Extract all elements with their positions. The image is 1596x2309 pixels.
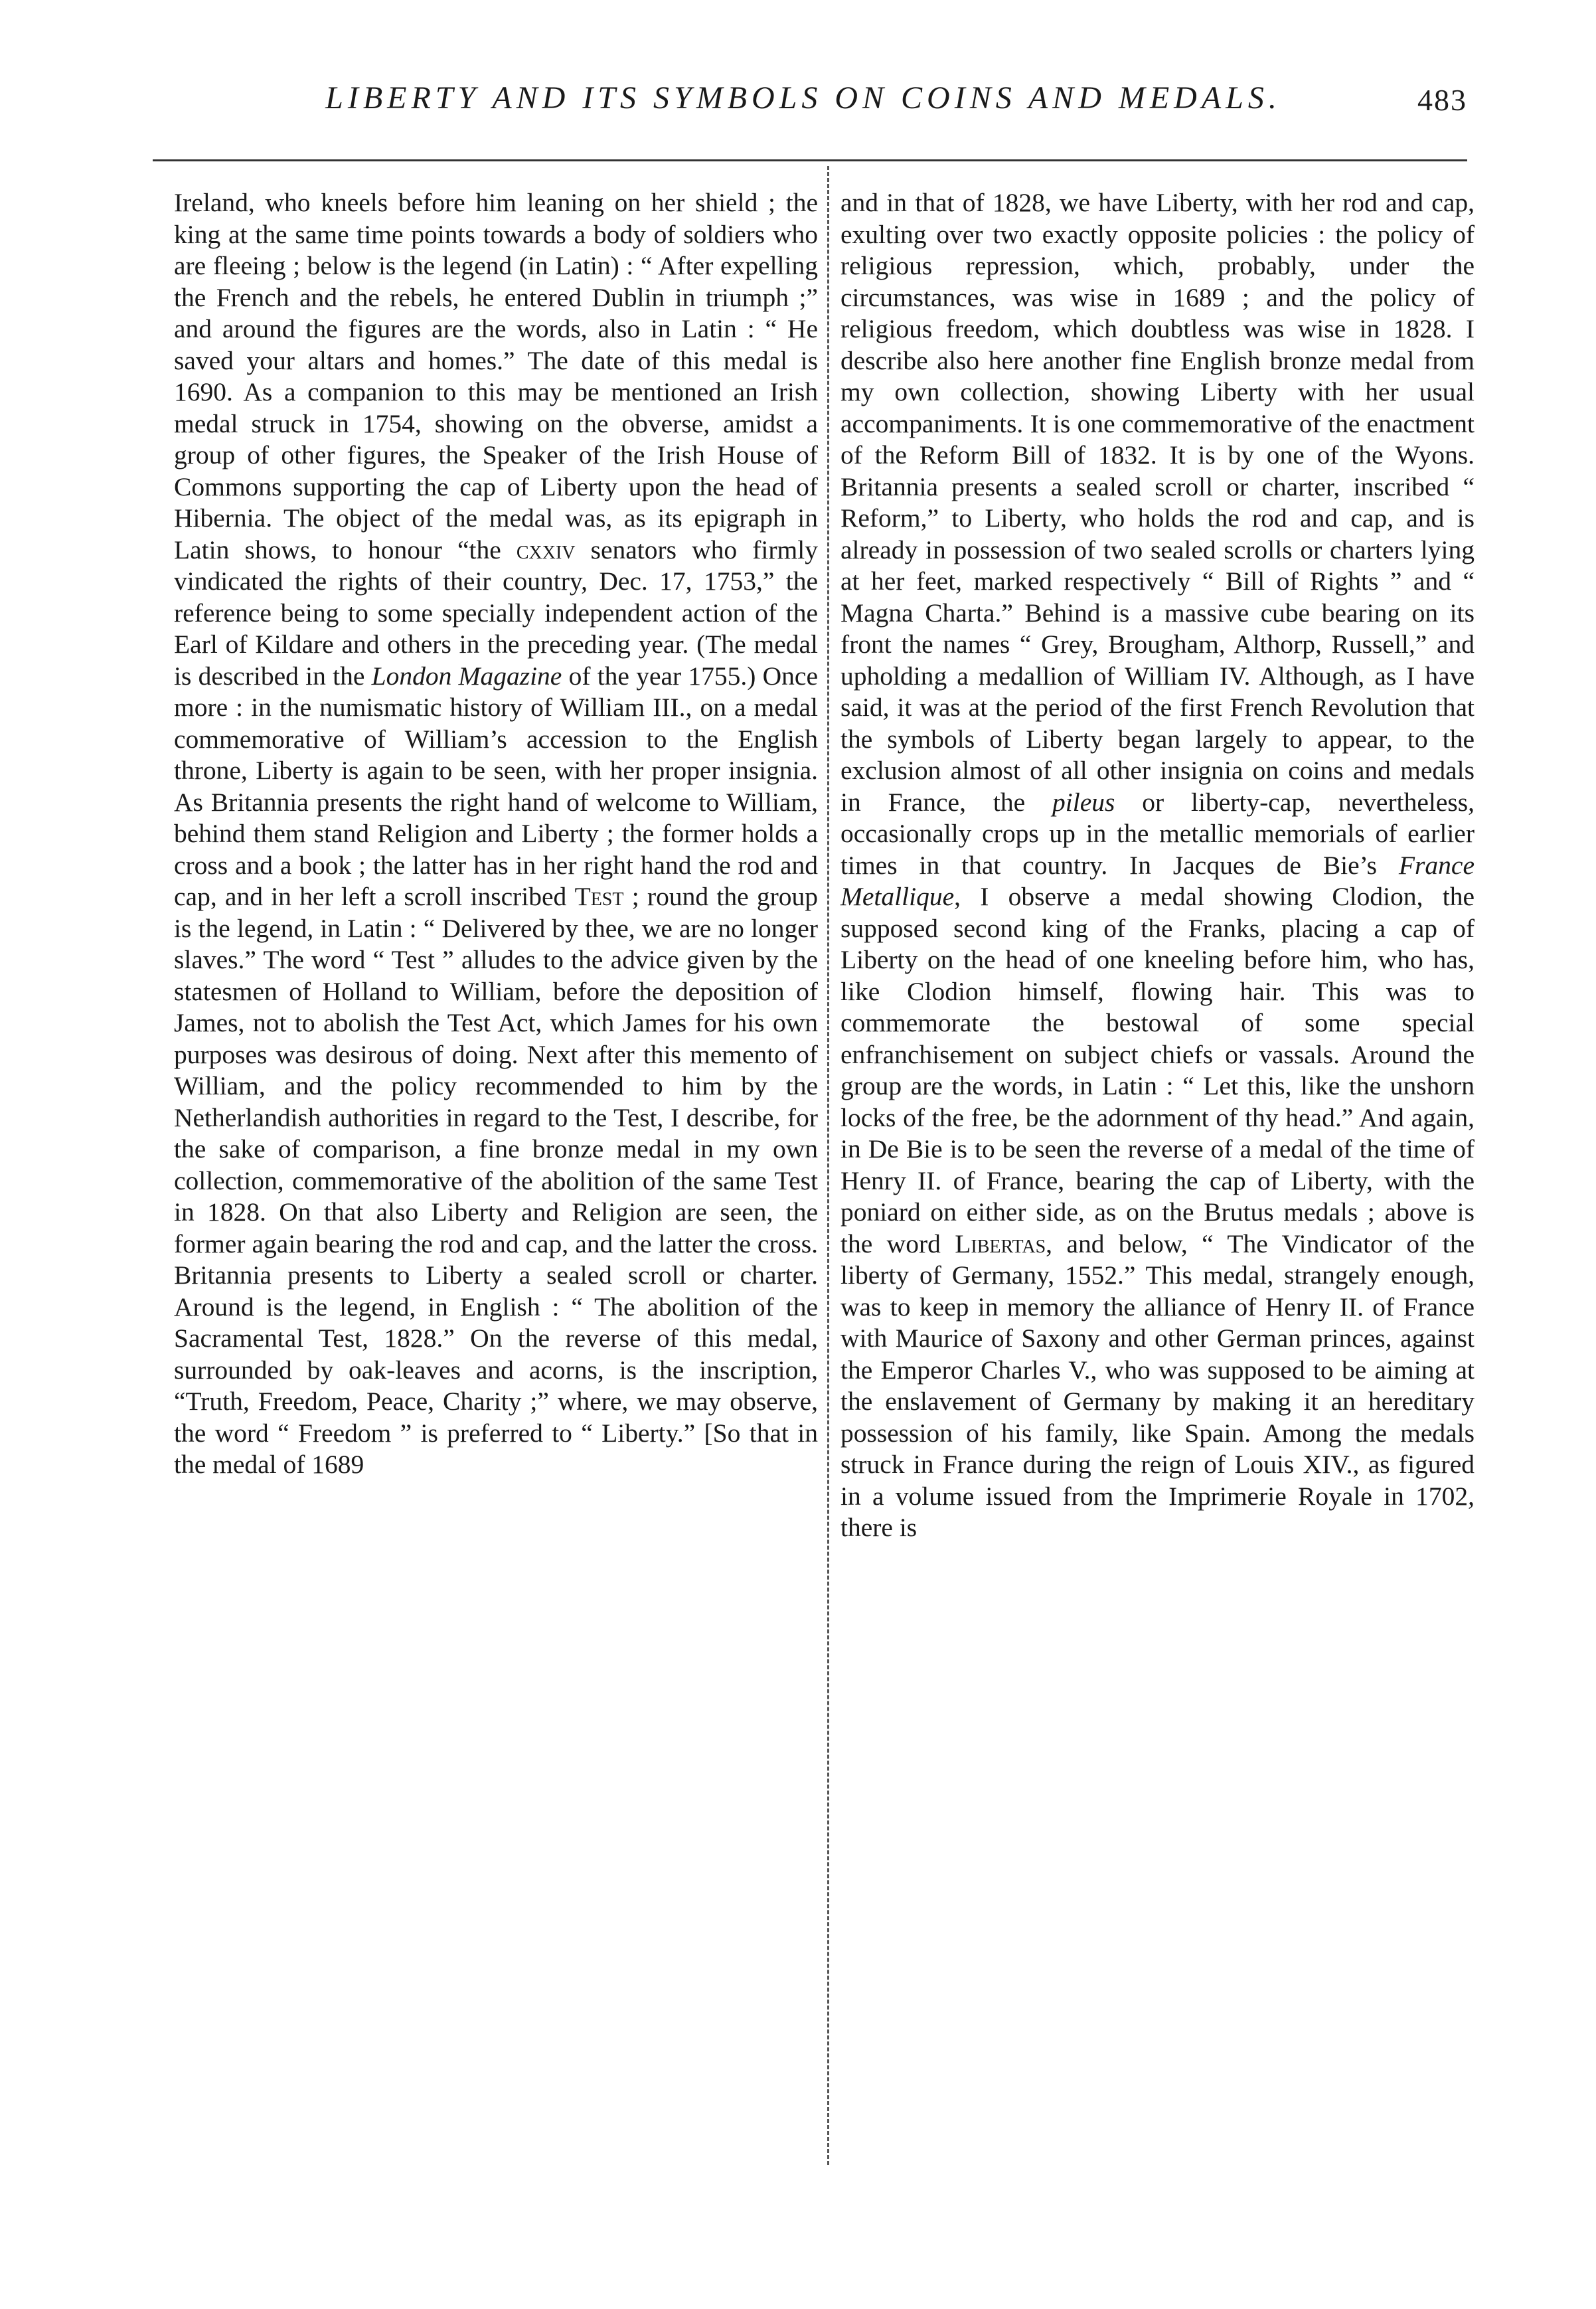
right-italic-pileus: pileus: [1052, 787, 1115, 817]
left-text-3: of the year 1755.) Once more : in the numismatic history of William III., on a medal commemorative of William’s accession to the English throne, Liberty is again to be seen, with her proper insignia. As Britannia presents the right hand of welcome to William, behind them stand Religion and Liberty ; the former holds a cross and a book ; the latter has in her right hand the rod and cap, and in her left a scroll inscribed: [174, 661, 818, 911]
right-column: [840, 187, 1475, 1544]
right-text-3: , I observe a medal showing Clodion, the supposed second king of the Franks, placing a cap of Liberty on the head of one kneeling before him, who has, like Clodion himself, flowing hair. This was to commemorate the bestowal of some special enfranchisement on subject chiefs or vassals. Around the group are the words, in Latin : “ Let this, like the unshorn locks of the free, be the adornment of thy head.” And again, in De Bie is to be seen the reverse of a medal of the time of Henry II. of France, bearing the cap of Liberty, with the poniard on either side, as on the Brutus medals ; above is the word: [840, 882, 1475, 1258]
right-italic-france-metallique: France Metallique: [840, 850, 1475, 911]
page-number: 483: [1417, 83, 1467, 117]
right-column-paragraph: [840, 187, 1475, 1544]
right-text-2: or liberty-cap, nevertheless, occasionally crops up in the metallic memorials of earlier times in that country. In Jacques de Bie’s: [840, 787, 1475, 880]
running-title: LIBERTY AND ITS SYMBOLS ON COINS AND MEDALS.: [325, 80, 1281, 116]
column-divider: [827, 166, 829, 2165]
header-rule: [153, 159, 1467, 161]
left-column: [174, 187, 818, 1481]
right-text-1: and in that of 1828, we have Liberty, with her rod and cap, exulting over two exactly opposite policies : the policy of religious repression, which, probably, under the circumstances, was wise in 1689 ; and the policy of religious freedom, which doubtless was wise in 1828. I describe also here another fine English bronze medal from my own collection, showing Liberty with her usual accompaniments. It is one commemorative of the enactment of the Reform Bill of 1832. It is by one of the Wyons. Britannia presents a sealed scroll or charter, inscribed “ Reform,” to Liberty, who holds the rod and cap, and is already in possession of two sealed scrolls or charters lying at her feet, marked respectively “ Bill of Rights ” and “ Magna Charta.” Behind is a massive cube bearing on its front the names “ Grey, Brougham, Althorp, Russell,” and upholding a medallion of William IV. Although, as I have said, it was at the period of the first French Revolution that the symbols of Liberty began largely to appear, to the exclusion almost of all other insignia on coins and medals in France, the: [840, 188, 1475, 817]
left-italic-london-magazine: London Magazine: [371, 661, 562, 691]
left-text-2: senators who firmly vindicated the rights of their country, Dec. 17, 1753,” the reference being to some specially independent action of the Earl of Kildare and others in the preceding year. (The medal is described in the: [174, 535, 818, 691]
left-text-4: ; round the group is the legend, in Latin : “ Delivered by thee, we are no longer slaves.” The word “ Test ” alludes to the advice given by the statesmen of Holland to William, before the deposition of James, not to abolish the Test Act, which James for his own purposes was desirous of doing. Next after this memento of William, and the policy recommended to him by the Netherlandish authorities in regard to the Test, I describe, for the sake of comparison, a fine bronze medal in my own collection, commemorative of the abolition of the same Test in 1828. On that also Liberty and Religion are seen, the former again bearing the rod and cap, and the latter the cross. Britannia presents to Liberty a sealed scroll or charter. Around is the legend, in English : “ The abolition of the Sacramental Test, 1828.” On the reverse of this medal, surrounded by oak-leaves and acorns, is the inscription, “Truth, Freedom, Peace, Charity ;” where, we may observe, the word “ Freedom ” is preferred to “ Liberty.” [So that in the medal of 1689: [174, 882, 819, 1479]
left-column-paragraph: [174, 187, 818, 1481]
right-text-4: , and below, “ The Vindicator of the liberty of Germany, 1552.” This medal, strangely enough, was to keep in memory the alliance of Henry II. of France with Maurice of Saxony and other German princes, against the Emperor Charles V., who was supposed to be aiming at the enslavement of Germany by making it an hereditary possession of his family, like Spain. Among the medals struck in France during the reign of Louis XIV., as figured in a volume issued from the Imprimerie Royale in 1702, there is: [840, 1229, 1475, 1542]
left-smallcaps-cxxiv: cxxiv: [516, 535, 576, 564]
left-text-1: Ireland, who kneels before him leaning on her shield ; the king at the same time points towards a body of soldiers who are fleeing ; below is the legend (in Latin) : “ After expelling the French and the rebels, he entered Dublin in triumph ;” and around the figures are the words, also in Latin : “ He saved your altars and homes.” The date of this medal is 1690. As a companion to this may be mentioned an Irish medal struck in 1754, showing on the obverse, amidst a group of other figures, the Speaker of the Irish House of Commons supporting the cap of Liberty upon the head of Hibernia. The object of the medal was, as its epigraph in Latin shows, to honour “the: [174, 188, 818, 564]
right-smallcaps-libertas: Libertas: [955, 1229, 1046, 1258]
left-smallcaps-test: Test: [574, 882, 624, 911]
running-head: [166, 73, 1467, 133]
